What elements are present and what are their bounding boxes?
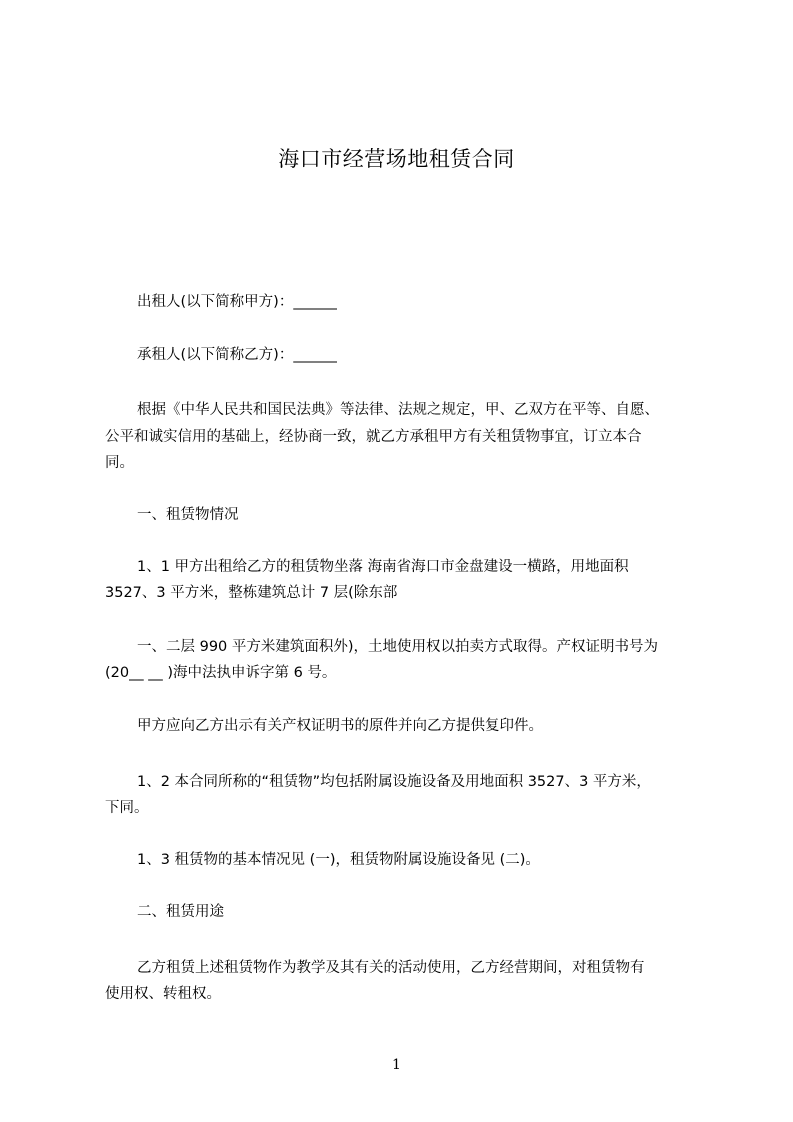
- clause-copy: 甲方应向乙方出示有关产权证明书的原件并向乙方提供复印件。: [137, 718, 543, 734]
- lessee-line: 承租人(以下简称乙方)：______: [137, 347, 337, 363]
- lessor-line: 出租人(以下简称甲方)：______: [137, 294, 337, 310]
- clause-1-1-line-2: 3527、3 平方米，整栋建筑总计 7 层(除东部: [105, 585, 398, 601]
- clause-2-line-2: 使用权、转租权。: [105, 986, 221, 1002]
- preamble-line-2: 公平和诚实信用的基础上，经协商一致，就乙方承租甲方有关租赁物事宜，订立本合: [105, 429, 642, 445]
- document-title: 海口市经营场地租赁合同: [278, 147, 515, 171]
- clause-1-1-cont-line-1: 一、二层 990 平方米建筑面积外)，土地使用权以拍卖方式取得。产权证明书号为: [137, 639, 659, 655]
- clause-2-line-1: 乙方租赁上述租赁物作为教学及其有关的活动使用，乙方经营期间，对租赁物有: [137, 960, 645, 976]
- preamble-line-1: 根据《中华人民共和国民法典》等法律、法规之规定，甲、乙双方在平等、自愿、: [137, 402, 659, 418]
- section-1-heading: 一、租赁物情况: [137, 507, 239, 523]
- preamble-line-3: 同。: [105, 455, 134, 471]
- clause-1-1-cont-line-2: (20__ __ )海中法执申诉字第 6 号。: [105, 665, 337, 681]
- clause-1-3: 1、3 租赁物的基本情况见 (一)，租赁物附属设施设备见 (二)。: [137, 852, 540, 868]
- clause-1-2-line-2: 下同。: [105, 800, 149, 816]
- clause-1-2-line-1: 1、2 本合同所称的“租赁物”均包括附属设施设备及用地面积 3527、3 平方米，: [137, 774, 651, 790]
- clause-1-1-line-1: 1、1 甲方出租给乙方的租赁物坐落 海南省海口市金盘建设一横路，用地面积: [137, 559, 629, 575]
- section-2-heading: 二、租赁用途: [137, 904, 224, 920]
- page-number: 1: [392, 1057, 401, 1073]
